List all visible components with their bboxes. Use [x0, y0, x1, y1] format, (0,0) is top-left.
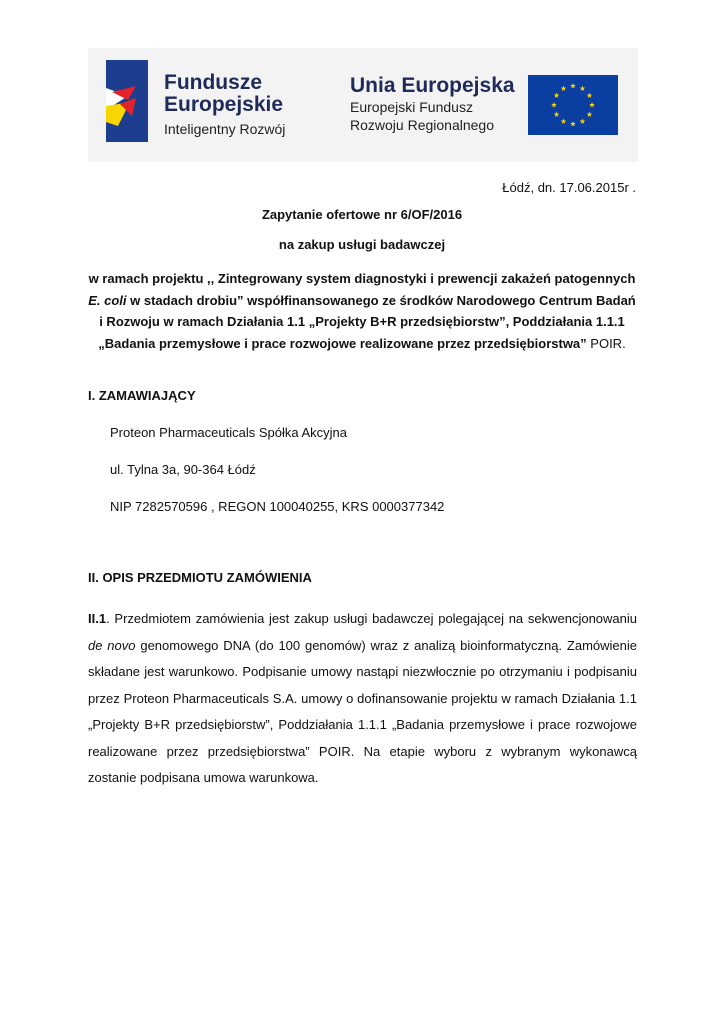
ue-line3: Rozwoju Regionalnego	[350, 117, 494, 133]
project-part3: i Rozwoju w ramach Działania 1.1 „Projekty B+R przedsiębiorstw”, Poddziałania 1.1.1	[99, 314, 625, 329]
project-italic: E. coli	[88, 292, 127, 308]
section2-heading: II. OPIS PRZEDMIOTU ZAMÓWIENIA	[88, 570, 312, 585]
section2-paragraph	[88, 606, 637, 792]
fe-line1: Fundusze	[164, 71, 262, 94]
logo-bar	[88, 48, 638, 162]
document-subtitle: na zakup usługi badawczej	[278, 237, 446, 252]
paragraph-text1: . Przedmiotem zamówienia jest zakup usługi badawczej polegającej na sekwencjonowaniu	[106, 611, 637, 626]
eu-flag-icon	[528, 75, 618, 135]
project-part2: w stadach drobiu” współfinansowanego ze środków Narodowego Centrum Badań	[126, 292, 636, 308]
ue-line2: Europejski Fundusz	[350, 99, 473, 115]
project-description	[70, 268, 654, 354]
place-date: Łódź, dn. 17.06.2015r .	[502, 180, 636, 195]
section1-heading: I. ZAMAWIAJĄCY	[88, 388, 196, 403]
contracting-name: Proteon Pharmaceuticals Spółka Akcyjna	[110, 425, 348, 440]
fe-line3: Inteligentny Rozwój	[164, 121, 286, 137]
project-part1: w ramach projektu ,, Zintegrowany system diagnostyki i prewencji zakażeń patogennych	[88, 271, 636, 286]
ue-line1: Unia Europejska	[350, 74, 515, 97]
paragraph-number: II.1	[88, 611, 107, 626]
project-part5: POIR.	[586, 335, 626, 351]
paragraph-text2: genomowego DNA (do 100 genomów) wraz z analizą bioinformatyczną. Zamówienie składane jest warunkowo. Podpisanie umowy nastąpi niezwłocznie po otrzymaniu i podpisaniu przez Proteon Pharmaceuticals S.A. umowy o dofinansowanie projektu w ramach Działania 1.1 „Projekty B+R przedsiębiorstw”, Poddziałania 1.1.1 „Badania przemysłowe i prace rozwojowe realizowane przez przedsiębiorstwa” POIR. Na etapie wyboru z wybranym wykonawcą zostanie podpisana umowa warunkowa.	[88, 637, 637, 785]
document-title: Zapytanie ofertowe nr 6/OF/2016	[261, 207, 463, 222]
fundusze-europejskie-logo-icon	[106, 60, 148, 142]
fe-line2: Europejskie	[164, 93, 284, 116]
contracting-ids: NIP 7282570596 , REGON 100040255, KRS 0000377342	[110, 499, 445, 514]
paragraph-italic: de novo	[88, 637, 136, 653]
fundusze-europejskie-text	[164, 72, 285, 140]
project-part4: „Badania przemysłowe i prace rozwojowe realizowane przez przedsiębiorstwa”	[98, 335, 587, 351]
unia-europejska-text	[350, 74, 515, 134]
contracting-address: ul. Tylna 3a, 90-364 Łódź	[110, 462, 256, 477]
